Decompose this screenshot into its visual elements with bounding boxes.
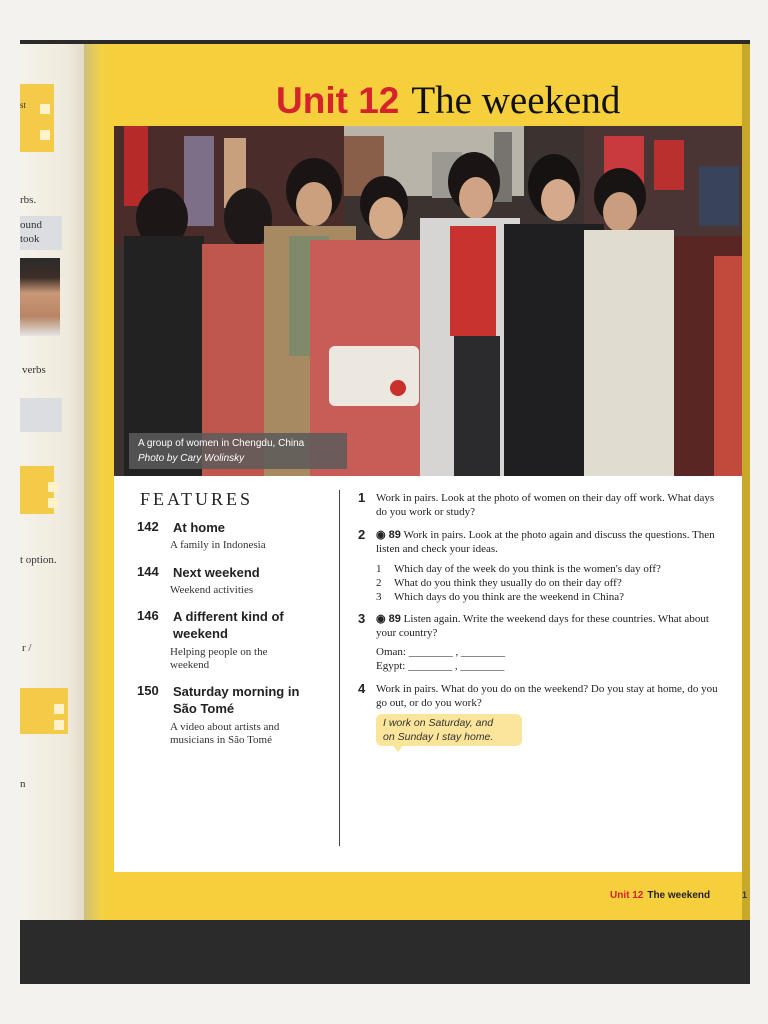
left-page-portrait <box>20 258 60 336</box>
left-page-fragment: rbs. <box>20 194 37 206</box>
question-text: Which days do you think are the weekend in China? <box>394 591 625 603</box>
left-page-gray-box <box>20 398 62 432</box>
exercise-text: Work in pairs. Look at the photo again and discuss the questions. Then listen and check your ideas. <box>376 529 715 555</box>
left-page-fragment: st <box>20 100 27 110</box>
audio-icon[interactable]: ◉ <box>376 529 389 541</box>
footer-unit: Unit 12 <box>610 890 644 901</box>
country-fill <box>376 646 505 658</box>
features-heading: FEATURES <box>140 489 254 509</box>
unit-photo <box>114 126 742 476</box>
left-page-fragment: took <box>20 233 40 245</box>
footer-title: The weekend <box>647 890 711 901</box>
left-page-fragment: verbs <box>22 364 46 376</box>
feature-desc: Weekend activities <box>170 584 254 596</box>
page-number: 1 <box>742 890 748 900</box>
feature-title: Saturday morning in São Tomé <box>173 684 300 716</box>
question <box>376 577 622 589</box>
left-page-checkbox <box>48 482 58 492</box>
left-page-checkbox <box>40 104 50 114</box>
exercise-number: 2 <box>358 527 366 542</box>
blank-field[interactable]: ________ , ________ <box>408 660 505 672</box>
country-label: Egypt: <box>376 660 406 672</box>
left-page-fragment: r / <box>22 642 32 654</box>
photo-caption <box>129 433 347 469</box>
audio-track[interactable]: 89 <box>388 613 401 625</box>
question <box>376 591 624 603</box>
feature-desc: Helping people on the weekend <box>170 646 268 671</box>
unit-heading <box>276 78 620 123</box>
unit-number: Unit 12 <box>276 80 400 121</box>
country-fill <box>376 660 504 672</box>
feature-title: A different kind of weekend <box>173 609 284 641</box>
speech-bubble-tail <box>392 744 404 752</box>
question-text: What do you think they usually do on their day off? <box>394 577 622 589</box>
left-page-fragment: n <box>20 778 26 790</box>
blank-field[interactable]: ________ , ________ <box>408 646 505 658</box>
left-page-checkbox <box>48 498 58 508</box>
photo-credit: Photo by Cary Wolinsky <box>138 453 245 464</box>
unit-title: The weekend <box>411 79 621 122</box>
feature-page: 142 <box>137 519 159 534</box>
feature-page: 146 <box>137 608 159 623</box>
speech-bubble <box>376 714 522 746</box>
question <box>376 563 661 575</box>
exercise-number: 1 <box>358 490 366 505</box>
exercise-body <box>376 529 721 556</box>
feature-title: At home <box>173 520 225 535</box>
book-spine <box>84 44 108 920</box>
feature-desc: A family in Indonesia <box>170 539 266 551</box>
scan-bottom-edge <box>20 918 750 984</box>
speech-line: on Sunday I stay home. <box>383 731 494 743</box>
question-text: Which day of the week do you think is the women's day off? <box>394 563 661 575</box>
left-page-checkbox <box>54 720 64 730</box>
column-divider <box>339 490 340 846</box>
exercise-body <box>376 613 721 640</box>
audio-track[interactable]: 89 <box>388 529 401 541</box>
feature-desc: A video about artists and musicians in São Tomé <box>170 721 280 746</box>
left-page-yellow-band <box>20 84 54 152</box>
page-footer <box>610 890 710 901</box>
feature-page: 150 <box>137 683 159 698</box>
exercise-number: 4 <box>358 681 366 696</box>
exercise-text: Work in pairs. Look at the photo of women on their day off work. What days do you work or study? <box>376 492 715 518</box>
left-page-checkbox <box>40 130 50 140</box>
exercise-number: 3 <box>358 611 366 626</box>
left-page-checkbox <box>54 704 64 714</box>
exercise-text: Work in pairs. What do you do on the weekend? Do you stay at home, do you go out, or do you work? <box>376 683 718 709</box>
exercise-text: Listen again. Write the weekend days for these countries. What about your country? <box>376 613 709 639</box>
speech-line: I work on Saturday, and <box>383 717 494 729</box>
audio-icon[interactable]: ◉ <box>376 613 389 625</box>
question-number: 2 <box>376 577 382 589</box>
country-label: Oman: <box>376 646 406 658</box>
left-page-fragment: t option. <box>20 554 57 566</box>
question-number: 1 <box>376 563 382 575</box>
caption-text: A group of women in Chengdu, China <box>138 438 305 449</box>
left-page-fragment: ound <box>20 219 42 231</box>
feature-page: 144 <box>137 564 159 579</box>
page-edge <box>742 44 750 920</box>
feature-title: Next weekend <box>173 565 260 580</box>
question-number: 3 <box>376 591 382 603</box>
market-crowd-image <box>114 126 742 476</box>
